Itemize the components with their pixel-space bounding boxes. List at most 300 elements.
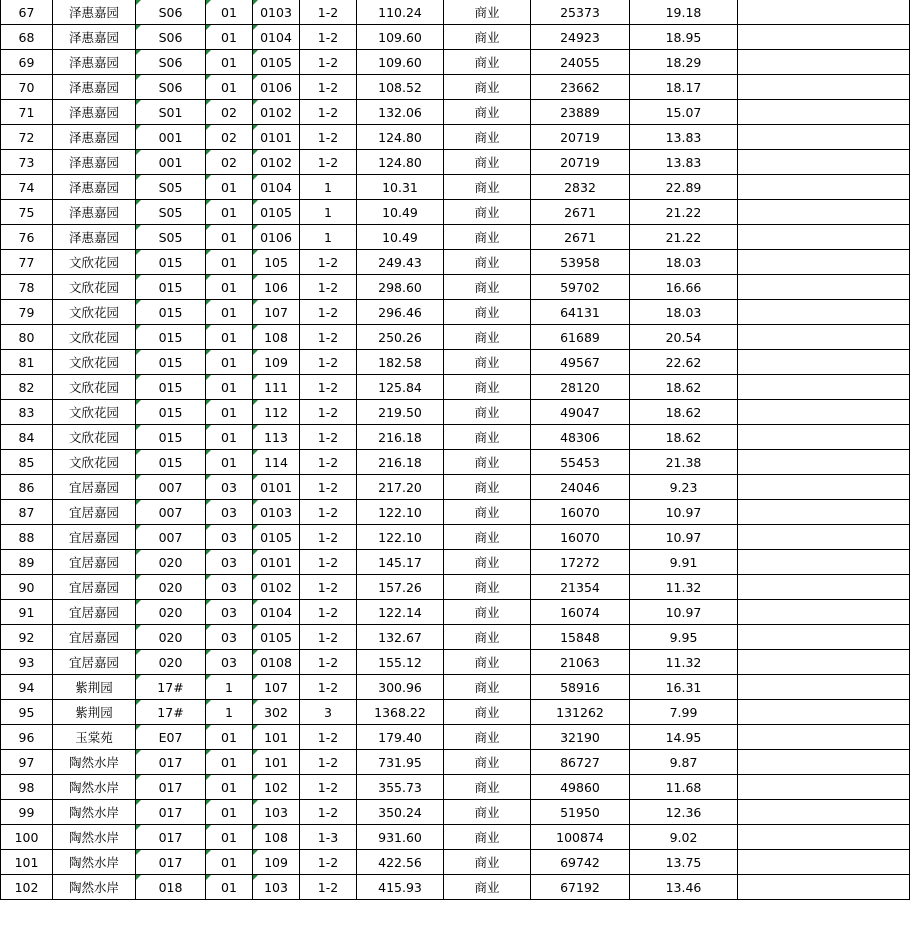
unit-cell[interactable]: 01 xyxy=(206,25,253,50)
price-cell[interactable]: 49047 xyxy=(531,400,630,425)
building-cell[interactable]: 007 xyxy=(136,525,206,550)
empty-cell[interactable] xyxy=(738,400,910,425)
price-cell[interactable]: 64131 xyxy=(531,300,630,325)
room-cell[interactable]: 0105 xyxy=(253,50,300,75)
floor-cell[interactable]: 1-2 xyxy=(300,325,357,350)
price-cell[interactable]: 21063 xyxy=(531,650,630,675)
area-cell[interactable]: 415.93 xyxy=(357,875,444,900)
area-cell[interactable]: 219.50 xyxy=(357,400,444,425)
community-cell[interactable]: 泽惠嘉园 xyxy=(53,125,136,150)
ratio-cell[interactable]: 18.95 xyxy=(630,25,738,50)
price-cell[interactable]: 32190 xyxy=(531,725,630,750)
building-cell[interactable]: E07 xyxy=(136,725,206,750)
ratio-cell[interactable]: 10.97 xyxy=(630,525,738,550)
use-cell[interactable]: 商业 xyxy=(444,225,531,250)
building-cell[interactable]: S01 xyxy=(136,100,206,125)
community-cell[interactable]: 紫荆园 xyxy=(53,675,136,700)
community-cell[interactable]: 宜居嘉园 xyxy=(53,650,136,675)
use-cell[interactable]: 商业 xyxy=(444,850,531,875)
price-cell[interactable]: 100874 xyxy=(531,825,630,850)
area-cell[interactable]: 155.12 xyxy=(357,650,444,675)
empty-cell[interactable] xyxy=(738,500,910,525)
unit-cell[interactable]: 01 xyxy=(206,325,253,350)
row-number-cell[interactable]: 82 xyxy=(1,375,53,400)
community-cell[interactable]: 泽惠嘉园 xyxy=(53,200,136,225)
area-cell[interactable]: 145.17 xyxy=(357,550,444,575)
empty-cell[interactable] xyxy=(738,775,910,800)
unit-cell[interactable]: 03 xyxy=(206,500,253,525)
building-cell[interactable]: 020 xyxy=(136,650,206,675)
price-cell[interactable]: 48306 xyxy=(531,425,630,450)
ratio-cell[interactable]: 16.31 xyxy=(630,675,738,700)
empty-cell[interactable] xyxy=(738,600,910,625)
row-number-cell[interactable]: 95 xyxy=(1,700,53,725)
building-cell[interactable]: S05 xyxy=(136,225,206,250)
use-cell[interactable]: 商业 xyxy=(444,650,531,675)
empty-cell[interactable] xyxy=(738,550,910,575)
floor-cell[interactable]: 1-2 xyxy=(300,625,357,650)
row-number-cell[interactable]: 81 xyxy=(1,350,53,375)
price-cell[interactable]: 25373 xyxy=(531,0,630,25)
price-cell[interactable]: 49567 xyxy=(531,350,630,375)
area-cell[interactable]: 109.60 xyxy=(357,25,444,50)
building-cell[interactable]: S06 xyxy=(136,75,206,100)
building-cell[interactable]: S06 xyxy=(136,50,206,75)
building-cell[interactable]: 020 xyxy=(136,600,206,625)
room-cell[interactable]: 109 xyxy=(253,850,300,875)
floor-cell[interactable]: 1-2 xyxy=(300,650,357,675)
ratio-cell[interactable]: 9.95 xyxy=(630,625,738,650)
community-cell[interactable]: 陶然水岸 xyxy=(53,850,136,875)
unit-cell[interactable]: 01 xyxy=(206,375,253,400)
area-cell[interactable]: 296.46 xyxy=(357,300,444,325)
building-cell[interactable]: 015 xyxy=(136,375,206,400)
community-cell[interactable]: 文欣花园 xyxy=(53,400,136,425)
building-cell[interactable]: 015 xyxy=(136,400,206,425)
price-cell[interactable]: 24923 xyxy=(531,25,630,50)
building-cell[interactable]: 017 xyxy=(136,825,206,850)
row-number-cell[interactable]: 101 xyxy=(1,850,53,875)
unit-cell[interactable]: 01 xyxy=(206,400,253,425)
empty-cell[interactable] xyxy=(738,800,910,825)
ratio-cell[interactable]: 18.62 xyxy=(630,400,738,425)
price-cell[interactable]: 24055 xyxy=(531,50,630,75)
community-cell[interactable]: 泽惠嘉园 xyxy=(53,100,136,125)
area-cell[interactable]: 422.56 xyxy=(357,850,444,875)
empty-cell[interactable] xyxy=(738,350,910,375)
unit-cell[interactable]: 01 xyxy=(206,750,253,775)
area-cell[interactable]: 300.96 xyxy=(357,675,444,700)
community-cell[interactable]: 玉棠苑 xyxy=(53,725,136,750)
area-cell[interactable]: 350.24 xyxy=(357,800,444,825)
row-number-cell[interactable]: 89 xyxy=(1,550,53,575)
row-number-cell[interactable]: 74 xyxy=(1,175,53,200)
use-cell[interactable]: 商业 xyxy=(444,200,531,225)
building-cell[interactable]: 017 xyxy=(136,850,206,875)
ratio-cell[interactable]: 18.29 xyxy=(630,50,738,75)
room-cell[interactable]: 0101 xyxy=(253,125,300,150)
community-cell[interactable]: 宜居嘉园 xyxy=(53,475,136,500)
empty-cell[interactable] xyxy=(738,875,910,900)
unit-cell[interactable]: 02 xyxy=(206,150,253,175)
ratio-cell[interactable]: 22.62 xyxy=(630,350,738,375)
room-cell[interactable]: 0105 xyxy=(253,625,300,650)
community-cell[interactable]: 文欣花园 xyxy=(53,250,136,275)
use-cell[interactable]: 商业 xyxy=(444,800,531,825)
row-number-cell[interactable]: 79 xyxy=(1,300,53,325)
empty-cell[interactable] xyxy=(738,225,910,250)
use-cell[interactable]: 商业 xyxy=(444,575,531,600)
room-cell[interactable]: 0104 xyxy=(253,175,300,200)
use-cell[interactable]: 商业 xyxy=(444,450,531,475)
area-cell[interactable]: 10.49 xyxy=(357,200,444,225)
floor-cell[interactable]: 1-2 xyxy=(300,75,357,100)
empty-cell[interactable] xyxy=(738,125,910,150)
empty-cell[interactable] xyxy=(738,725,910,750)
price-cell[interactable]: 53958 xyxy=(531,250,630,275)
row-number-cell[interactable]: 72 xyxy=(1,125,53,150)
price-cell[interactable]: 67192 xyxy=(531,875,630,900)
community-cell[interactable]: 宜居嘉园 xyxy=(53,525,136,550)
empty-cell[interactable] xyxy=(738,425,910,450)
unit-cell[interactable]: 01 xyxy=(206,275,253,300)
use-cell[interactable]: 商业 xyxy=(444,350,531,375)
price-cell[interactable]: 2671 xyxy=(531,225,630,250)
ratio-cell[interactable]: 9.23 xyxy=(630,475,738,500)
empty-cell[interactable] xyxy=(738,625,910,650)
use-cell[interactable]: 商业 xyxy=(444,375,531,400)
room-cell[interactable]: 302 xyxy=(253,700,300,725)
room-cell[interactable]: 0104 xyxy=(253,600,300,625)
room-cell[interactable]: 103 xyxy=(253,800,300,825)
empty-cell[interactable] xyxy=(738,525,910,550)
price-cell[interactable]: 2832 xyxy=(531,175,630,200)
row-number-cell[interactable]: 87 xyxy=(1,500,53,525)
community-cell[interactable]: 陶然水岸 xyxy=(53,825,136,850)
building-cell[interactable]: 007 xyxy=(136,500,206,525)
row-number-cell[interactable]: 71 xyxy=(1,100,53,125)
row-number-cell[interactable]: 84 xyxy=(1,425,53,450)
room-cell[interactable]: 108 xyxy=(253,325,300,350)
empty-cell[interactable] xyxy=(738,450,910,475)
area-cell[interactable]: 132.67 xyxy=(357,625,444,650)
floor-cell[interactable]: 1-2 xyxy=(300,875,357,900)
unit-cell[interactable]: 02 xyxy=(206,125,253,150)
room-cell[interactable]: 0103 xyxy=(253,500,300,525)
floor-cell[interactable]: 1-2 xyxy=(300,375,357,400)
use-cell[interactable]: 商业 xyxy=(444,550,531,575)
empty-cell[interactable] xyxy=(738,825,910,850)
area-cell[interactable]: 157.26 xyxy=(357,575,444,600)
empty-cell[interactable] xyxy=(738,100,910,125)
floor-cell[interactable]: 1-2 xyxy=(300,350,357,375)
floor-cell[interactable]: 1-2 xyxy=(300,0,357,25)
community-cell[interactable]: 陶然水岸 xyxy=(53,750,136,775)
ratio-cell[interactable]: 10.97 xyxy=(630,600,738,625)
unit-cell[interactable]: 01 xyxy=(206,350,253,375)
ratio-cell[interactable]: 18.17 xyxy=(630,75,738,100)
area-cell[interactable]: 250.26 xyxy=(357,325,444,350)
empty-cell[interactable] xyxy=(738,475,910,500)
row-number-cell[interactable]: 98 xyxy=(1,775,53,800)
ratio-cell[interactable]: 22.89 xyxy=(630,175,738,200)
price-cell[interactable]: 49860 xyxy=(531,775,630,800)
unit-cell[interactable]: 01 xyxy=(206,425,253,450)
price-cell[interactable]: 16074 xyxy=(531,600,630,625)
building-cell[interactable]: 015 xyxy=(136,325,206,350)
community-cell[interactable]: 文欣花园 xyxy=(53,275,136,300)
unit-cell[interactable]: 01 xyxy=(206,450,253,475)
room-cell[interactable]: 0102 xyxy=(253,575,300,600)
use-cell[interactable]: 商业 xyxy=(444,525,531,550)
use-cell[interactable]: 商业 xyxy=(444,475,531,500)
area-cell[interactable]: 109.60 xyxy=(357,50,444,75)
ratio-cell[interactable]: 13.83 xyxy=(630,150,738,175)
use-cell[interactable]: 商业 xyxy=(444,500,531,525)
area-cell[interactable]: 132.06 xyxy=(357,100,444,125)
room-cell[interactable]: 107 xyxy=(253,675,300,700)
ratio-cell[interactable]: 11.68 xyxy=(630,775,738,800)
ratio-cell[interactable]: 11.32 xyxy=(630,650,738,675)
ratio-cell[interactable]: 18.62 xyxy=(630,425,738,450)
floor-cell[interactable]: 1-2 xyxy=(300,25,357,50)
price-cell[interactable]: 17272 xyxy=(531,550,630,575)
area-cell[interactable]: 731.95 xyxy=(357,750,444,775)
building-cell[interactable]: S06 xyxy=(136,25,206,50)
floor-cell[interactable]: 3 xyxy=(300,700,357,725)
community-cell[interactable]: 宜居嘉园 xyxy=(53,575,136,600)
area-cell[interactable]: 179.40 xyxy=(357,725,444,750)
area-cell[interactable]: 122.10 xyxy=(357,500,444,525)
empty-cell[interactable] xyxy=(738,175,910,200)
community-cell[interactable]: 泽惠嘉园 xyxy=(53,25,136,50)
unit-cell[interactable]: 01 xyxy=(206,175,253,200)
unit-cell[interactable]: 01 xyxy=(206,800,253,825)
ratio-cell[interactable]: 13.83 xyxy=(630,125,738,150)
area-cell[interactable]: 122.10 xyxy=(357,525,444,550)
room-cell[interactable]: 107 xyxy=(253,300,300,325)
room-cell[interactable]: 0106 xyxy=(253,225,300,250)
use-cell[interactable]: 商业 xyxy=(444,25,531,50)
use-cell[interactable]: 商业 xyxy=(444,825,531,850)
floor-cell[interactable]: 1-2 xyxy=(300,150,357,175)
price-cell[interactable]: 20719 xyxy=(531,125,630,150)
community-cell[interactable]: 文欣花园 xyxy=(53,300,136,325)
row-number-cell[interactable]: 88 xyxy=(1,525,53,550)
use-cell[interactable]: 商业 xyxy=(444,275,531,300)
room-cell[interactable]: 108 xyxy=(253,825,300,850)
row-number-cell[interactable]: 99 xyxy=(1,800,53,825)
price-cell[interactable]: 23889 xyxy=(531,100,630,125)
ratio-cell[interactable]: 9.87 xyxy=(630,750,738,775)
use-cell[interactable]: 商业 xyxy=(444,300,531,325)
community-cell[interactable]: 文欣花园 xyxy=(53,375,136,400)
building-cell[interactable]: 018 xyxy=(136,875,206,900)
room-cell[interactable]: 0101 xyxy=(253,475,300,500)
empty-cell[interactable] xyxy=(738,25,910,50)
floor-cell[interactable]: 1-2 xyxy=(300,125,357,150)
row-number-cell[interactable]: 91 xyxy=(1,600,53,625)
unit-cell[interactable]: 03 xyxy=(206,575,253,600)
room-cell[interactable]: 111 xyxy=(253,375,300,400)
room-cell[interactable]: 103 xyxy=(253,875,300,900)
ratio-cell[interactable]: 15.07 xyxy=(630,100,738,125)
empty-cell[interactable] xyxy=(738,275,910,300)
use-cell[interactable]: 商业 xyxy=(444,750,531,775)
room-cell[interactable]: 101 xyxy=(253,725,300,750)
floor-cell[interactable]: 1-2 xyxy=(300,50,357,75)
use-cell[interactable]: 商业 xyxy=(444,625,531,650)
price-cell[interactable]: 20719 xyxy=(531,150,630,175)
price-cell[interactable]: 51950 xyxy=(531,800,630,825)
ratio-cell[interactable]: 12.36 xyxy=(630,800,738,825)
use-cell[interactable]: 商业 xyxy=(444,75,531,100)
empty-cell[interactable] xyxy=(738,575,910,600)
use-cell[interactable]: 商业 xyxy=(444,725,531,750)
unit-cell[interactable]: 01 xyxy=(206,850,253,875)
floor-cell[interactable]: 1-2 xyxy=(300,275,357,300)
building-cell[interactable]: 017 xyxy=(136,775,206,800)
use-cell[interactable]: 商业 xyxy=(444,400,531,425)
ratio-cell[interactable]: 16.66 xyxy=(630,275,738,300)
building-cell[interactable]: 001 xyxy=(136,150,206,175)
community-cell[interactable]: 泽惠嘉园 xyxy=(53,175,136,200)
room-cell[interactable]: 102 xyxy=(253,775,300,800)
building-cell[interactable]: 020 xyxy=(136,550,206,575)
floor-cell[interactable]: 1-2 xyxy=(300,100,357,125)
community-cell[interactable]: 文欣花园 xyxy=(53,350,136,375)
unit-cell[interactable]: 03 xyxy=(206,525,253,550)
row-number-cell[interactable]: 77 xyxy=(1,250,53,275)
row-number-cell[interactable]: 100 xyxy=(1,825,53,850)
row-number-cell[interactable]: 85 xyxy=(1,450,53,475)
room-cell[interactable]: 109 xyxy=(253,350,300,375)
area-cell[interactable]: 298.60 xyxy=(357,275,444,300)
empty-cell[interactable] xyxy=(738,50,910,75)
price-cell[interactable]: 2671 xyxy=(531,200,630,225)
building-cell[interactable]: 017 xyxy=(136,750,206,775)
building-cell[interactable]: 015 xyxy=(136,450,206,475)
unit-cell[interactable]: 03 xyxy=(206,650,253,675)
ratio-cell[interactable]: 7.99 xyxy=(630,700,738,725)
ratio-cell[interactable]: 21.22 xyxy=(630,200,738,225)
unit-cell[interactable]: 02 xyxy=(206,100,253,125)
ratio-cell[interactable]: 9.91 xyxy=(630,550,738,575)
floor-cell[interactable]: 1 xyxy=(300,200,357,225)
empty-cell[interactable] xyxy=(738,675,910,700)
row-number-cell[interactable]: 67 xyxy=(1,0,53,25)
community-cell[interactable]: 宜居嘉园 xyxy=(53,600,136,625)
area-cell[interactable]: 216.18 xyxy=(357,425,444,450)
price-cell[interactable]: 24046 xyxy=(531,475,630,500)
area-cell[interactable]: 355.73 xyxy=(357,775,444,800)
floor-cell[interactable]: 1-2 xyxy=(300,475,357,500)
empty-cell[interactable] xyxy=(738,250,910,275)
area-cell[interactable]: 216.18 xyxy=(357,450,444,475)
ratio-cell[interactable]: 20.54 xyxy=(630,325,738,350)
unit-cell[interactable]: 03 xyxy=(206,550,253,575)
empty-cell[interactable] xyxy=(738,150,910,175)
empty-cell[interactable] xyxy=(738,75,910,100)
empty-cell[interactable] xyxy=(738,750,910,775)
empty-cell[interactable] xyxy=(738,0,910,25)
floor-cell[interactable]: 1-2 xyxy=(300,550,357,575)
use-cell[interactable]: 商业 xyxy=(444,775,531,800)
empty-cell[interactable] xyxy=(738,375,910,400)
room-cell[interactable]: 0102 xyxy=(253,100,300,125)
row-number-cell[interactable]: 78 xyxy=(1,275,53,300)
floor-cell[interactable]: 1-3 xyxy=(300,825,357,850)
row-number-cell[interactable]: 83 xyxy=(1,400,53,425)
area-cell[interactable]: 182.58 xyxy=(357,350,444,375)
price-cell[interactable]: 86727 xyxy=(531,750,630,775)
row-number-cell[interactable]: 73 xyxy=(1,150,53,175)
unit-cell[interactable]: 01 xyxy=(206,725,253,750)
floor-cell[interactable]: 1-2 xyxy=(300,250,357,275)
unit-cell[interactable]: 01 xyxy=(206,825,253,850)
area-cell[interactable]: 10.49 xyxy=(357,225,444,250)
row-number-cell[interactable]: 69 xyxy=(1,50,53,75)
area-cell[interactable]: 124.80 xyxy=(357,150,444,175)
ratio-cell[interactable]: 11.32 xyxy=(630,575,738,600)
ratio-cell[interactable]: 13.75 xyxy=(630,850,738,875)
empty-cell[interactable] xyxy=(738,300,910,325)
building-cell[interactable]: 020 xyxy=(136,625,206,650)
unit-cell[interactable]: 01 xyxy=(206,225,253,250)
room-cell[interactable]: 106 xyxy=(253,275,300,300)
area-cell[interactable]: 249.43 xyxy=(357,250,444,275)
area-cell[interactable]: 108.52 xyxy=(357,75,444,100)
room-cell[interactable]: 0105 xyxy=(253,200,300,225)
community-cell[interactable]: 陶然水岸 xyxy=(53,800,136,825)
building-cell[interactable]: 017 xyxy=(136,800,206,825)
row-number-cell[interactable]: 86 xyxy=(1,475,53,500)
ratio-cell[interactable]: 18.03 xyxy=(630,250,738,275)
community-cell[interactable]: 文欣花园 xyxy=(53,325,136,350)
community-cell[interactable]: 泽惠嘉园 xyxy=(53,225,136,250)
row-number-cell[interactable]: 80 xyxy=(1,325,53,350)
unit-cell[interactable]: 03 xyxy=(206,600,253,625)
row-number-cell[interactable]: 76 xyxy=(1,225,53,250)
ratio-cell[interactable]: 21.38 xyxy=(630,450,738,475)
unit-cell[interactable]: 03 xyxy=(206,625,253,650)
building-cell[interactable]: 015 xyxy=(136,275,206,300)
use-cell[interactable]: 商业 xyxy=(444,600,531,625)
price-cell[interactable]: 21354 xyxy=(531,575,630,600)
use-cell[interactable]: 商业 xyxy=(444,175,531,200)
price-cell[interactable]: 16070 xyxy=(531,525,630,550)
unit-cell[interactable]: 01 xyxy=(206,775,253,800)
price-cell[interactable]: 61689 xyxy=(531,325,630,350)
use-cell[interactable]: 商业 xyxy=(444,250,531,275)
use-cell[interactable]: 商业 xyxy=(444,0,531,25)
use-cell[interactable]: 商业 xyxy=(444,125,531,150)
row-number-cell[interactable]: 75 xyxy=(1,200,53,225)
community-cell[interactable]: 文欣花园 xyxy=(53,450,136,475)
area-cell[interactable]: 217.20 xyxy=(357,475,444,500)
ratio-cell[interactable]: 10.97 xyxy=(630,500,738,525)
use-cell[interactable]: 商业 xyxy=(444,875,531,900)
room-cell[interactable]: 0103 xyxy=(253,0,300,25)
price-cell[interactable]: 16070 xyxy=(531,500,630,525)
area-cell[interactable]: 110.24 xyxy=(357,0,444,25)
price-cell[interactable]: 59702 xyxy=(531,275,630,300)
community-cell[interactable]: 泽惠嘉园 xyxy=(53,50,136,75)
community-cell[interactable]: 泽惠嘉园 xyxy=(53,0,136,25)
unit-cell[interactable]: 1 xyxy=(206,675,253,700)
community-cell[interactable]: 文欣花园 xyxy=(53,425,136,450)
community-cell[interactable]: 宜居嘉园 xyxy=(53,500,136,525)
